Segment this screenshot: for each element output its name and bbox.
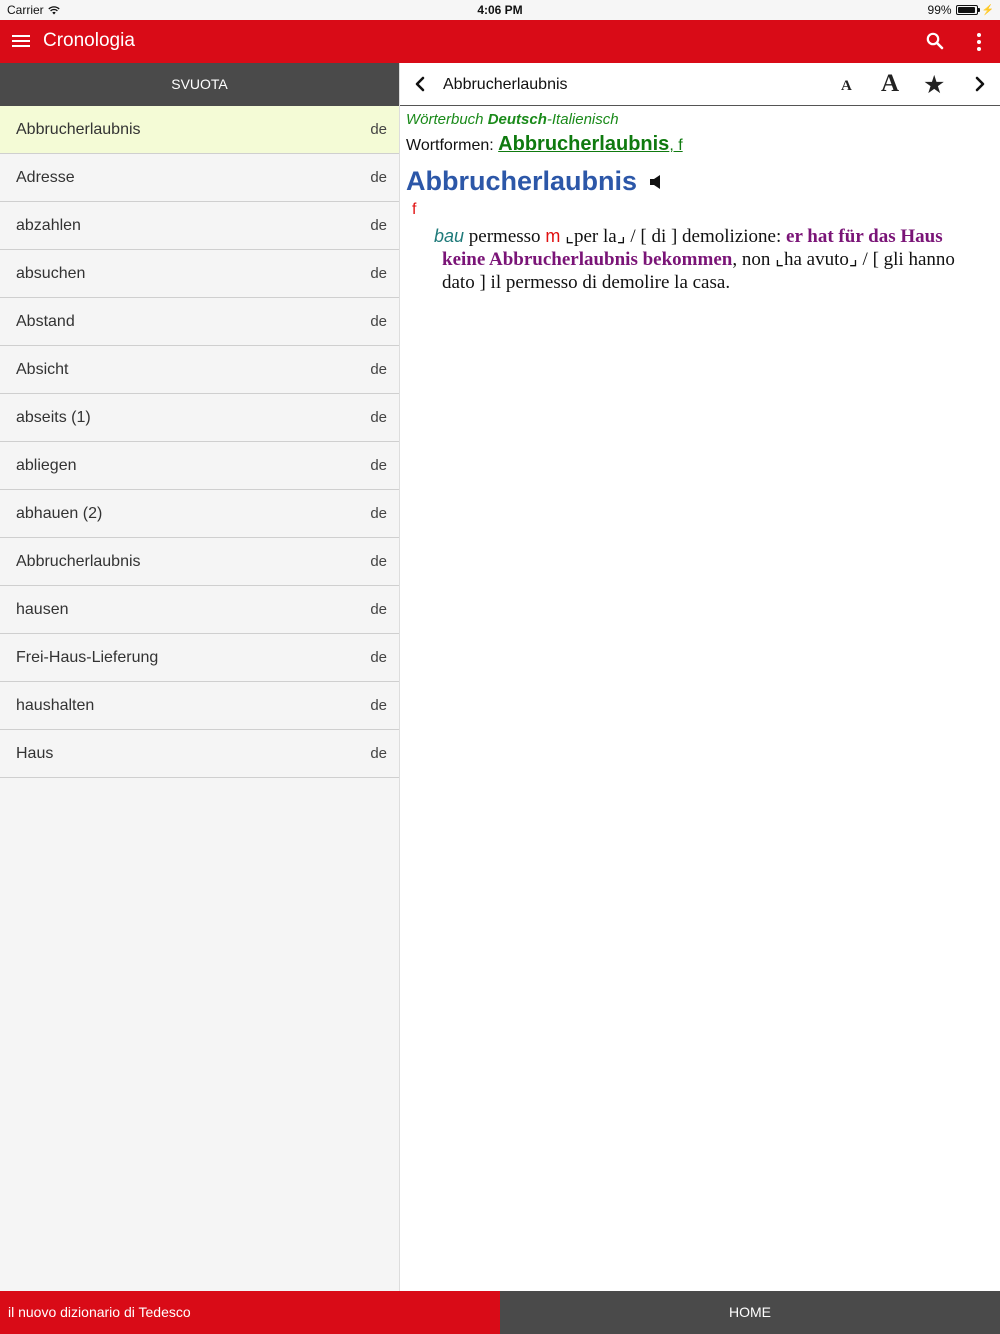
history-item[interactable]: [0, 682, 399, 730]
word-forms-link[interactable]: [498, 133, 683, 155]
star-icon[interactable]: ★: [923, 71, 946, 99]
history-lang: de: [370, 217, 387, 234]
clear-history-button[interactable]: SVUOTA: [0, 63, 399, 106]
carrier-label: Carrier: [7, 3, 44, 17]
entry-title: Abbrucherlaubnis: [443, 76, 568, 93]
history-lang: de: [370, 457, 387, 474]
word-forms-separator: :: [489, 137, 499, 154]
chevron-left-icon[interactable]: [412, 74, 428, 94]
history-word: abzahlen: [16, 216, 81, 234]
history-word: Abbrucherlaubnis: [16, 120, 141, 138]
dictionary-name: [406, 111, 994, 128]
dict-prefix: Wörterbuch: [406, 111, 488, 128]
history-item[interactable]: [0, 250, 399, 298]
battery-icon: [956, 5, 978, 15]
grammar-label: m: [545, 226, 561, 246]
more-options-icon[interactable]: [969, 31, 989, 53]
history-item[interactable]: [0, 202, 399, 250]
history-lang: de: [370, 361, 387, 378]
history-lang: de: [370, 505, 387, 522]
sense-block: [434, 225, 974, 294]
example-translation: , non ⌞ha avuto⌟ / [ gli hanno dato ] il permesso di demolire la casa.: [442, 249, 955, 293]
history-list: [0, 106, 399, 778]
domain-label: bau: [434, 226, 465, 246]
history-item[interactable]: [0, 730, 399, 778]
history-lang: de: [370, 601, 387, 618]
headword-row: [406, 166, 994, 197]
dict-source-lang: Deutsch: [487, 111, 547, 128]
translation-text: ⌞per la⌟ / [ di ] demolizione:: [560, 226, 787, 247]
history-lang: de: [370, 697, 387, 714]
entry-toolbar: [400, 63, 1000, 106]
history-item[interactable]: [0, 394, 399, 442]
chevron-right-icon[interactable]: [972, 74, 988, 94]
history-word: Adresse: [16, 168, 75, 186]
history-word: abliegen: [16, 456, 77, 474]
history-item[interactable]: [0, 490, 399, 538]
headword: Abbrucherlaubnis: [406, 166, 638, 196]
history-item[interactable]: [0, 298, 399, 346]
battery-indicator: [928, 3, 994, 17]
home-button[interactable]: HOME: [500, 1291, 1000, 1334]
history-lang: de: [370, 121, 387, 138]
history-item[interactable]: [0, 634, 399, 682]
history-item[interactable]: [0, 346, 399, 394]
dictionary-entry: [400, 106, 1000, 299]
history-word: Haus: [16, 744, 54, 762]
word-forms-gender: , f: [669, 137, 683, 154]
gender-label: f: [412, 201, 417, 218]
battery-percent: 99%: [927, 3, 952, 17]
app-name-banner: il nuovo dizionario di Tedesco: [0, 1291, 500, 1334]
clock: 4:06 PM: [477, 3, 523, 17]
word-forms-label: Wortformen: [406, 137, 490, 154]
history-word: Abbrucherlaubnis: [16, 552, 141, 570]
history-lang: de: [370, 553, 387, 570]
entry-pane: [400, 63, 1000, 1291]
word-forms-word: Abbrucherlaubnis: [498, 133, 670, 155]
example-phrase: er hat für das Haus keine Abbrucherlaubnis bekommen: [442, 226, 943, 270]
history-word: abhauen (2): [16, 504, 103, 522]
history-item[interactable]: [0, 538, 399, 586]
history-item[interactable]: [0, 106, 399, 154]
search-icon[interactable]: [925, 31, 945, 51]
history-lang: de: [370, 649, 387, 666]
history-lang: de: [370, 265, 387, 282]
history-lang: de: [370, 409, 387, 426]
history-word: haushalten: [16, 696, 95, 714]
history-word: Abstand: [16, 312, 75, 330]
history-item[interactable]: [0, 586, 399, 634]
charging-icon: ⚡: [981, 4, 994, 16]
history-word: abseits (1): [16, 408, 91, 426]
history-word: Absicht: [16, 360, 69, 378]
dict-suffix: -Italienisch: [546, 111, 619, 128]
word-forms: [406, 133, 994, 156]
history-lang: de: [370, 169, 387, 186]
translation-text: permesso: [464, 226, 546, 247]
status-bar: [0, 0, 1000, 20]
decrease-font-button[interactable]: A: [841, 78, 852, 94]
history-word: absuchen: [16, 264, 86, 282]
menu-icon[interactable]: [12, 32, 30, 50]
history-lang: de: [370, 745, 387, 762]
history-word: hausen: [16, 600, 69, 618]
speaker-icon[interactable]: [649, 174, 663, 190]
history-word: Frei-Haus-Lieferung: [16, 648, 159, 666]
page-title: Cronologia: [43, 30, 135, 51]
history-pane: [0, 63, 400, 1291]
app-bar: [0, 20, 1000, 63]
history-item[interactable]: [0, 154, 399, 202]
history-lang: de: [370, 313, 387, 330]
history-item[interactable]: [0, 442, 399, 490]
increase-font-button[interactable]: A: [881, 70, 900, 97]
